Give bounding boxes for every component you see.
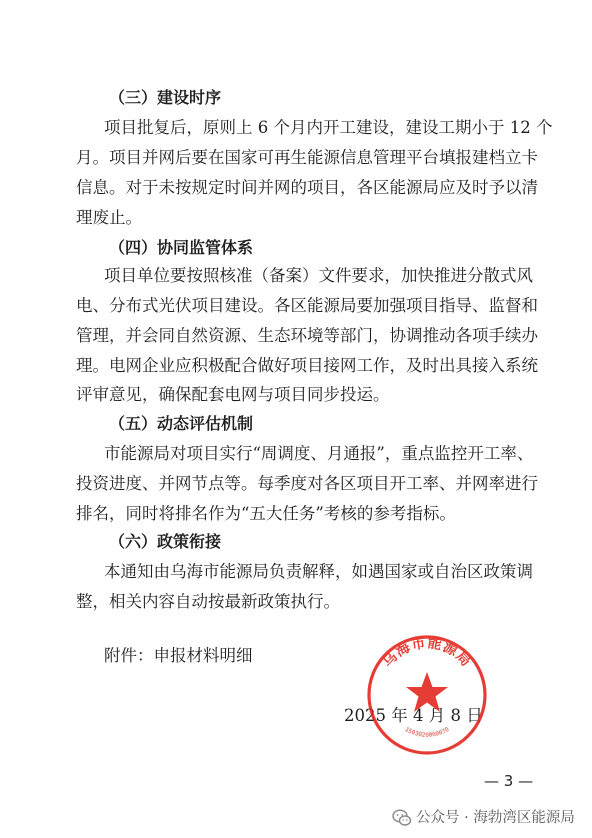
section-heading: （四）协同监管体系 <box>109 238 254 257</box>
paragraph-line: 整，相关内容自动按最新政策执行。 <box>76 592 340 611</box>
paragraph-line: 项目批复后，原则上 6 个月内开工建设，建设工期小于 12 个 <box>104 118 553 137</box>
paragraph-line: 信息。对于未按规定时间并网的项目，各区能源局应及时予以清 <box>76 178 538 197</box>
wechat-icon <box>392 808 412 828</box>
paragraph-line: 市能源局对项目实行“周调度、月通报”，重点监控开工率、 <box>104 444 534 463</box>
paragraph-line: 理。电网企业应积极配合做好项目接网工作，及时出具接入系统 <box>76 356 538 375</box>
section-heading: （三）建设时序 <box>109 88 222 107</box>
paragraph-line: 电、分布式光伏项目建设。各区能源局要加强项目指导、监督和 <box>76 296 538 315</box>
paragraph-line: 投资进度、并网节点等。每季度对各区项目开工率、并网率进行 <box>76 474 538 493</box>
seal-name: 乌海市能源局 <box>379 635 475 671</box>
svg-text:乌海市能源局 <box>379 634 475 670</box>
wechat-footer <box>0 800 592 838</box>
footer-account-label: 公众号 · 海勃湾区能源局 <box>416 810 575 826</box>
paragraph-line: 本通知由乌海市能源局负责解释，如遇国家或自治区政策调 <box>104 562 533 581</box>
svg-text:1503020060070 <box>404 726 451 739</box>
issue-date: 2025 年 4 月 8 日 <box>344 706 483 725</box>
page-number: — 3 — <box>484 772 534 790</box>
official-seal <box>362 630 492 760</box>
paragraph-line: 项目单位要按照核准（备案）文件要求，加快推进分散式风 <box>104 266 533 285</box>
section-heading: （六）政策衔接 <box>109 532 222 551</box>
seal-code: 1503020060070 <box>403 726 451 739</box>
paragraph-line: 管理，并会同自然资源、生态环境等部门，协调推动各项手续办 <box>76 326 538 345</box>
paragraph-line: 月。项目并网后要在国家可再生能源信息管理平台填报建档立卡 <box>76 148 538 167</box>
paragraph-line: 排名，同时将排名作为“五大任务”考核的参考指标。 <box>76 504 456 523</box>
section-heading: （五）动态评估机制 <box>109 414 254 433</box>
paragraph-line: 理废止。 <box>76 208 142 227</box>
attachment-note: 附件：申报材料明细 <box>104 646 253 665</box>
paragraph-line: 评审意见，确保配套电网与项目同步投运。 <box>76 385 390 404</box>
